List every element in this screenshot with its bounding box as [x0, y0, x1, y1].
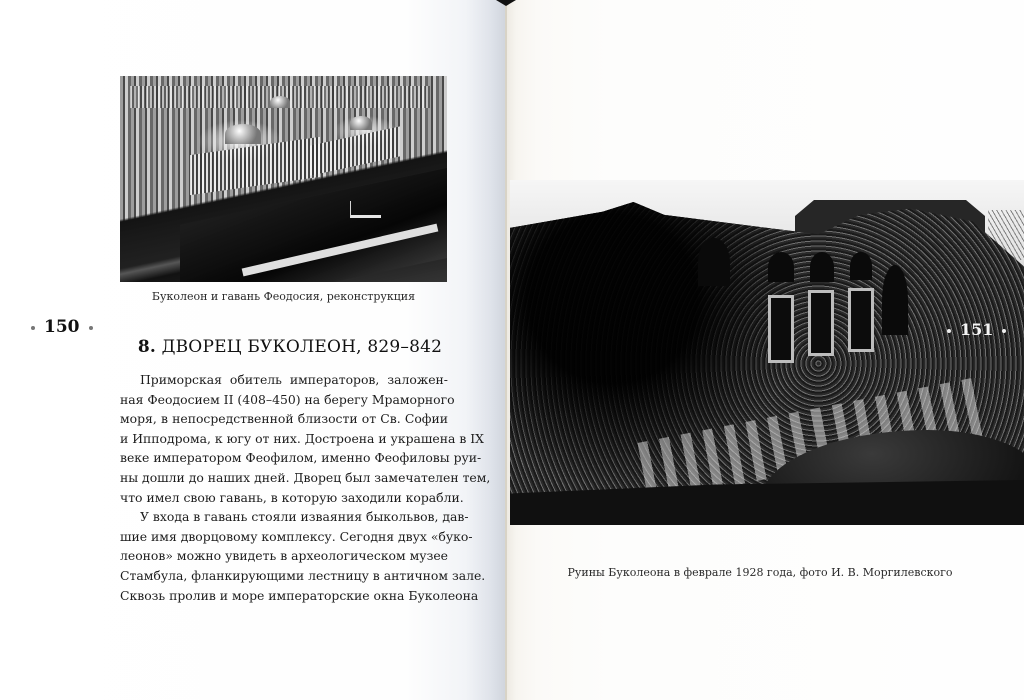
figure-caption: Руины Буколеона в феврале 1928 года, фото И. В. Моргилевского [567, 566, 953, 579]
bullet-icon [89, 326, 93, 330]
left-page [0, 0, 506, 700]
chapter-number: 8. [137, 337, 156, 357]
text-line: и Ипподрома, к югу от них. Достроена и украшена в IX [120, 430, 484, 446]
text-line: моря, в непосредственной близости от Св. Софии [120, 411, 448, 427]
text-line: что имел свою гавань, в которую заходили корабли. [120, 489, 464, 505]
reconstruction-image [120, 76, 447, 282]
page-number [22, 317, 102, 337]
text-line: леонов» можно увидеть в археологическом музее [120, 548, 448, 564]
text-line: Сквозь пролив и море императорские окна Буколеона [120, 587, 479, 603]
body-text [120, 370, 491, 605]
book-gutter [505, 0, 507, 700]
page-number-text: 151 [960, 320, 994, 339]
ruins-photo [510, 180, 1024, 525]
paragraph [120, 507, 486, 605]
page-number-text: 150 [44, 317, 80, 337]
text-line: ная Феодосием II (408–450) на берегу Мраморного [120, 391, 455, 407]
page-number [938, 320, 1015, 339]
text-line: шие имя дворцовому комплексу. Сегодня двух «буко- [120, 528, 473, 544]
paragraph [120, 370, 491, 507]
figure-caption: Буколеон и гавань Феодосия, реконструкция [151, 290, 416, 303]
text-line: веке императором Феофилом, именно Феофиловы руи- [120, 450, 482, 466]
text-line: У входа в гавань стояли изваяния быкольвов, дав- [140, 509, 469, 525]
bullet-icon [1002, 329, 1006, 333]
bullet-icon [31, 326, 35, 330]
text-line: Приморская обитель императоров, заложен- [140, 372, 448, 387]
text-line: Стамбула, фланкирующими лестницу в античном зале. [120, 567, 486, 583]
bullet-icon [947, 329, 951, 333]
chapter-title: ДВОРЕЦ БУКОЛЕОН, 829–842 [161, 337, 443, 357]
chapter-heading [120, 337, 460, 357]
text-line: ны дошли до наших дней. Дворец был замечателен тем, [120, 469, 491, 485]
